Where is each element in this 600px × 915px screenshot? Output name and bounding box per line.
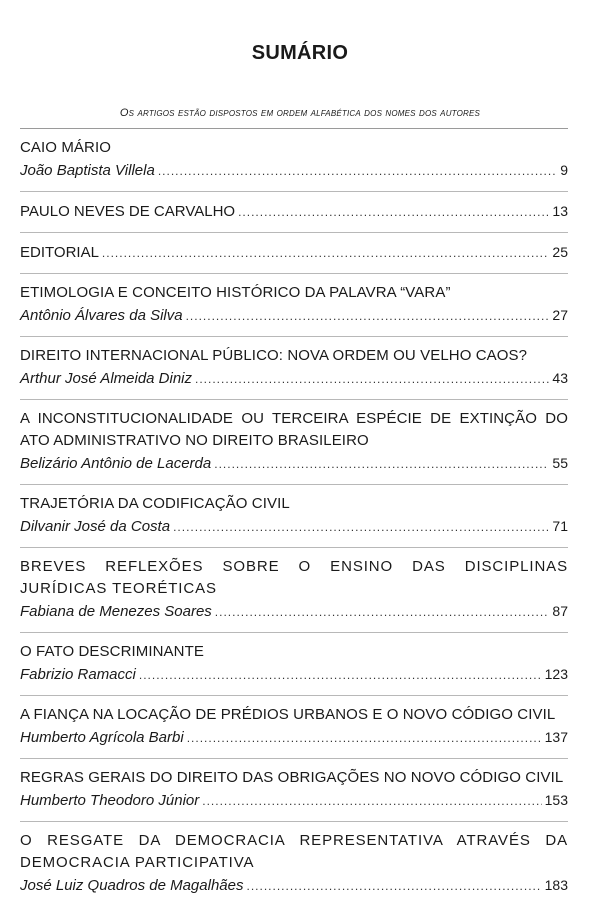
dot-leader <box>173 516 549 538</box>
entry-title: BREVES REFLEXÕES SOBRE O ENSINO DAS DISCIPLINAS JURÍDICAS TEORÉTICAS <box>20 558 568 597</box>
dot-leader <box>195 368 549 390</box>
entry-page-number: 25 <box>552 244 568 260</box>
entry-author: Arthur José Almeida Diniz <box>20 370 193 387</box>
toc-entry <box>20 484 568 547</box>
entry-line <box>20 452 568 475</box>
entry-page-number: 43 <box>552 370 568 386</box>
entry-title: DIREITO INTERNACIONAL PÚBLICO: NOVA ORDEM OU VELHO CAOS? <box>20 347 528 364</box>
entry-author: Belizário Antônio de Lacerda <box>20 455 212 472</box>
dot-leader <box>158 160 557 182</box>
entry-line <box>20 874 568 897</box>
entry-page-number: 153 <box>544 792 568 808</box>
entry-line <box>20 241 568 264</box>
entry-page-number: 13 <box>552 203 568 219</box>
toc-entry <box>20 128 568 191</box>
entry-page-number: 183 <box>544 877 568 893</box>
entry-author: José Luiz Quadros de Magalhães <box>20 877 244 894</box>
toc-entry <box>20 232 568 273</box>
entry-title: REGRAS GERAIS DO DIREITO DAS OBRIGAÇÕES NO NOVO CÓDIGO CIVIL <box>20 769 564 786</box>
entry-line <box>20 367 568 390</box>
dot-leader <box>215 601 550 623</box>
page-title: SUMÁRIO <box>251 42 349 64</box>
toc-entry <box>20 547 568 632</box>
entry-author: Antônio Álvares da Silva <box>20 307 183 324</box>
entry-author: Fabiana de Menezes Soares <box>20 603 212 620</box>
table-of-contents <box>20 128 568 906</box>
entry-title: EDITORIAL <box>20 244 99 261</box>
toc-entry <box>20 695 568 758</box>
entry-page-number: 71 <box>552 518 568 534</box>
toc-entry <box>20 273 568 336</box>
entry-title: A INCONSTITUCIONALIDADE OU TERCEIRA ESPÉCIE DE EXTINÇÃO DO ATO ADMINISTRATIVO NO DIREITO BRASILEIRO <box>20 410 568 449</box>
entry-title: CAIO MÁRIO <box>20 139 112 156</box>
entry-author: João Baptista Villela <box>20 162 155 179</box>
toc-entry <box>20 399 568 484</box>
entry-line <box>20 200 568 223</box>
dot-leader <box>139 664 542 686</box>
entry-page-number: 55 <box>552 455 568 471</box>
entry-author: Fabrizio Ramacci <box>20 666 136 683</box>
entry-page-number: 87 <box>552 603 568 619</box>
entry-page-number: 27 <box>552 307 568 323</box>
dot-leader <box>102 242 550 264</box>
toc-entry <box>20 758 568 821</box>
entry-title: ETIMOLOGIA E CONCEITO HISTÓRICO DA PALAVRA “VARA” <box>20 284 451 301</box>
entry-title: O RESGATE DA DEMOCRACIA REPRESENTATIVA ATRAVÉS DA DEMOCRACIA PARTICIPATIVA <box>20 832 568 871</box>
entry-title: TRAJETÓRIA DA CODIFICAÇÃO CIVIL <box>20 495 290 512</box>
toc-entry <box>20 336 568 399</box>
entry-title: O FATO DESCRIMINANTE <box>20 643 204 660</box>
dot-leader <box>238 201 549 223</box>
page-subtitle: Os artigos estão dispostos em ordem alfabética dos nomes dos autores <box>119 107 481 119</box>
entry-page-number: 9 <box>560 162 568 178</box>
entry-page-number: 123 <box>544 666 568 682</box>
entry-line <box>20 515 568 538</box>
entry-author: Humberto Theodoro Júnior <box>20 792 200 809</box>
toc-entry <box>20 191 568 232</box>
dot-leader <box>186 305 550 327</box>
entry-line <box>20 663 568 686</box>
entry-title: A FIANÇA NA LOCAÇÃO DE PRÉDIOS URBANOS E O NOVO CÓDIGO CIVIL <box>20 706 556 723</box>
entry-line <box>20 789 568 812</box>
toc-entry <box>20 821 568 906</box>
entry-line <box>20 159 568 182</box>
dot-leader <box>187 727 542 749</box>
entry-title: PAULO NEVES DE CARVALHO <box>20 203 236 220</box>
dot-leader <box>246 875 541 897</box>
entry-author: Dilvanir José da Costa <box>20 518 171 535</box>
dot-leader <box>202 790 541 812</box>
entry-line <box>20 304 568 327</box>
entry-page-number: 137 <box>544 729 568 745</box>
dot-leader <box>214 453 549 475</box>
entry-author: Humberto Agrícola Barbi <box>20 729 184 746</box>
entry-line <box>20 726 568 749</box>
entry-line <box>20 600 568 623</box>
toc-entry <box>20 632 568 695</box>
